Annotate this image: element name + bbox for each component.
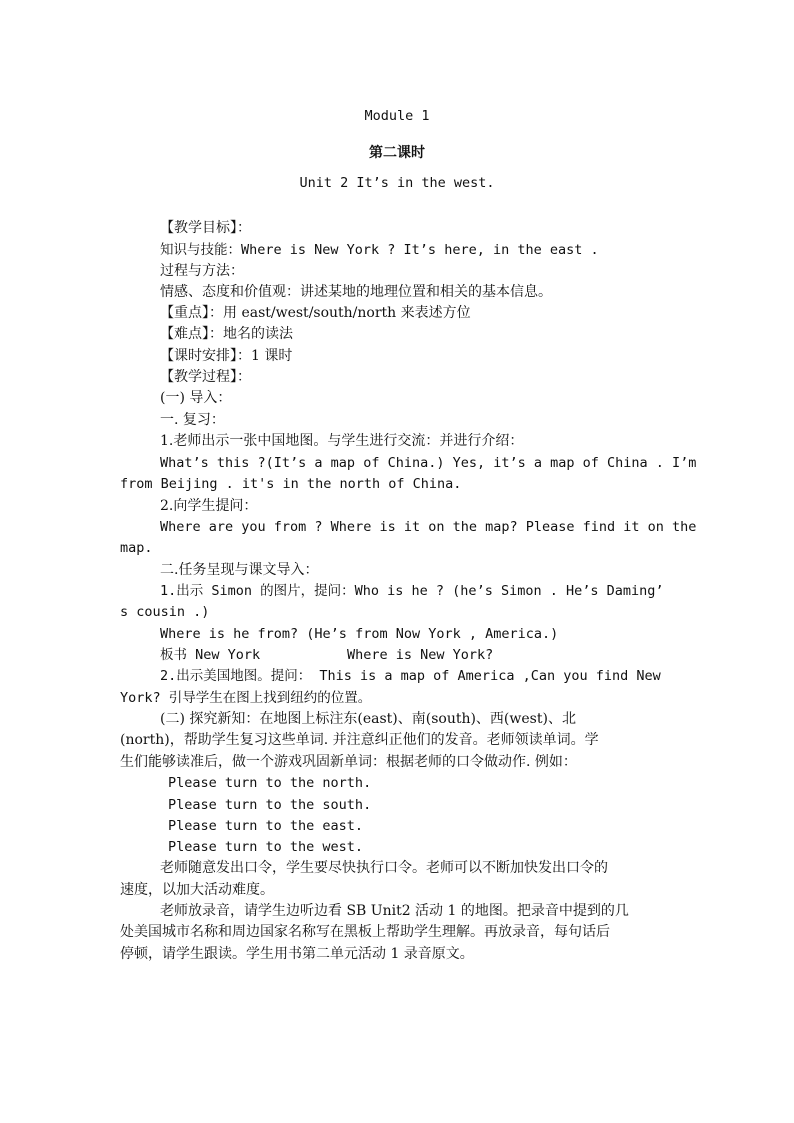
- para3-line3: 停顿，请学生跟读。学生用书第二单元活动 1 录音原文。: [120, 946, 474, 962]
- board-question: Where is New York?: [347, 647, 494, 663]
- explore-line3: 生们能够读准后，做一个游戏巩固新单词：根据老师的口令做动作. 例如：: [120, 754, 577, 770]
- task-heading: 二.任务呈现与课文导入：: [160, 562, 319, 578]
- lesson-title: 第二课时: [369, 145, 425, 161]
- objective-knowledge: 知识与技能：Where is New York ? It’s here, in the east .: [160, 242, 599, 258]
- intro-step2-line1: Where are you from ? Where is it on the map? Please find it on the: [160, 519, 697, 535]
- task1-question: Where is he from? (He’s from Now York , America.): [160, 626, 559, 642]
- intro-step1-line2: from Beijing . it's in the north of China.: [120, 476, 462, 492]
- difficulty-point: 【难点】：地名的读法: [160, 326, 293, 342]
- command-north: Please turn to the north.: [168, 775, 372, 791]
- command-west: Please turn to the west.: [168, 839, 364, 855]
- explore-line2: (north)，帮助学生复习这些单词. 并注意纠正他们的发音。老师领读单词。学: [120, 732, 599, 748]
- intro-step2: 2.向学生提问：: [160, 498, 258, 514]
- unit-title: Unit 2 It’s in the west.: [299, 175, 495, 191]
- intro-step1-line1: What’s this ?(It’s a map of China.) Yes, it’s a map of China . I’m: [160, 455, 697, 471]
- objectives-heading: 【教学目标】：: [160, 220, 251, 236]
- explore-line1: (二) 探究新知：在地图上标注东(east)、南(south)、西(west)、北: [160, 711, 576, 727]
- review-heading: 一. 复习：: [160, 412, 225, 428]
- command-east: Please turn to the east.: [168, 818, 364, 834]
- para2-line2: 速度，以加大活动难度。: [120, 882, 274, 898]
- task1-line2: s cousin .): [120, 604, 210, 620]
- task2-line2: York? 引导学生在图上找到纽约的位置。: [120, 690, 372, 706]
- intro-step1: 1.老师出示一张中国地图。与学生进行交流：并进行介绍：: [160, 433, 524, 449]
- schedule: 【课时安排】：1 课时: [160, 348, 293, 364]
- task2-line1: 2.出示美国地图。提问： This is a map of America ,Can you find New: [160, 668, 661, 684]
- objective-emotion: 情感、态度和价值观：讲述某地的地理位置和相关的基本信息。: [160, 284, 552, 300]
- objective-process: 过程与方法：: [160, 263, 244, 279]
- process-heading: 【教学过程】：: [160, 369, 251, 385]
- intro-step2-line2: map.: [120, 540, 153, 556]
- para3-line2: 处美国城市名称和周边国家名称写在黑板上帮助学生理解。再放录音，每句话后: [120, 924, 610, 940]
- task1-line1: 1.出示 Simon 的图片，提问：Who is he ? (he’s Simon . He’s Daming’: [160, 583, 664, 599]
- command-south: Please turn to the south.: [168, 797, 372, 813]
- module-title: Module 1: [364, 108, 430, 124]
- board-text: 板书 New York: [160, 647, 261, 663]
- focus-point: 【重点】：用 east/west/south/north 来表述方位: [160, 305, 471, 321]
- intro-heading: (一) 导入：: [160, 390, 232, 406]
- para3-line1: 老师放录音，请学生边听边看 SB Unit2 活动 1 的地图。把录音中提到的几: [160, 903, 629, 919]
- para2-line1: 老师随意发出口令，学生要尽快执行口令。老师可以不断加快发出口令的: [160, 860, 608, 876]
